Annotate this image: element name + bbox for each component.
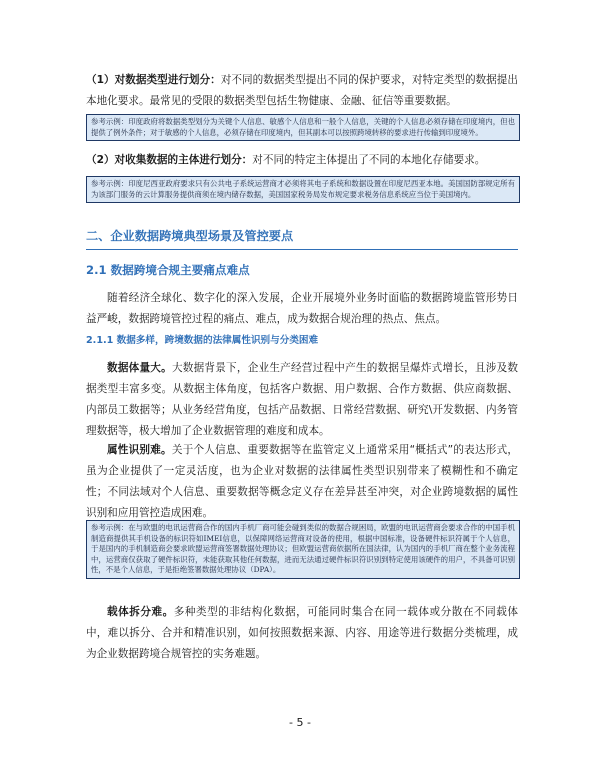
paragraph-data-volume bbox=[86, 358, 518, 442]
page-number: - 5 - bbox=[289, 716, 311, 729]
subsubsection-heading: 2.1.1 数据多样，跨境数据的法律属性识别与分类困难 bbox=[86, 335, 319, 346]
paragraph-lead: （1）对数据类型进行划分： bbox=[86, 74, 221, 86]
paragraph-text: 大数据背景下，企业生产经营过程中产生的数据呈爆炸式增长，且涉及数据类型丰富多变。从数据主体角度，包括客户数据、用户数据、合作方数据、供应商数据、内部员工数据等；从业务经营角度，包括产品数据、日常经营数据、研究\开发数据、内务管理数据等，极大增加了企业数据管理的难度和成本。 bbox=[86, 362, 519, 437]
reference-example-text: 参考示例：印度政府将数据类型划分为关键个人信息、敏感个人信息和一般个人信息，关键的个人信息必须存储在印度境内，但也提供了例外条件；对于敏感的个人信息，必须存储在印度境内，但其副本可以按照跨境转移的要求进行传输到印度境外。 bbox=[91, 117, 515, 137]
paragraph-text: 对不同的特定主体提出了不同的本地化存储要求。 bbox=[252, 154, 486, 166]
paragraph-carrier-split bbox=[86, 602, 518, 665]
reference-example-box-indonesia bbox=[86, 176, 520, 203]
paragraph-text: 多种类型的非结构化数据，可能同时集合在同一载体或分散在不同载体中，难以拆分、合并和精准识别，如何按照数据来源、内容、用途等进行数据分类梳理，成为企业数据跨境合规管控的实务难题。 bbox=[86, 606, 518, 660]
paragraph-subject-division bbox=[86, 150, 518, 171]
paragraph-text: 关于个人信息、重要数据等在监管定义上通常采用“概括式”的表达形式，虽为企业提供了一定灵活度，也为企业对数据的法律属性类型识别带来了模糊性和不确定性；不同法域对个人信息、重要数据等概念定义存在差异甚至冲突，对企业跨境数据的属性识别和应用管控造成困难。 bbox=[86, 444, 519, 519]
paragraph-intro: 随着经济全球化、数字化的深入发展，企业开展境外业务时面临的数据跨境监管形势日益严峻，数据跨境管控过程的痛点、难点，成为数据合规治理的热点、焦点。 bbox=[86, 292, 518, 325]
subsection-heading: 2.1 数据跨境合规主要痛点难点 bbox=[86, 263, 250, 277]
reference-example-box-eu-telecom bbox=[86, 520, 520, 579]
paragraph-text: 对不同的数据类型提出不同的保护要求，对特定类型的数据提出本地化要求。最常见的受限的数据类型包括生物健康、金融、征信等重要数据。 bbox=[86, 74, 518, 107]
reference-example-text: 参考示例：在与欧盟的电讯运营商合作的国内手机厂商可能会碰到类似的数据合规困局，欧盟的电讯运营商会要求合作的中国手机制造商提供其手机设备的标识符如IMEI信息，以保障网络运营商对设备的使用，根据中国标准，设备硬件标识符属于个人信息，于是国内的手机制造商会要求欧盟运营商签署数据处理协议；但欧盟运营商依据所在国法律，认为国内的手机厂商在整个业务流程中，运营商仅获取了硬件标识符，未能获取其他任何数据，进而无法通过硬件标识符识别到特定使用该硬件的用户，不具备可识别性，不是个人信息，于是拒绝签署数据处理协议（DPA）。 bbox=[91, 523, 515, 575]
reference-example-box-india bbox=[86, 114, 520, 141]
paragraph-lead: 载体拆分难。 bbox=[107, 606, 174, 618]
reference-example-text: 参考示例：印度尼西亚政府要求只有公共电子系统运营商才必须将其电子系统和数据设置在印度尼西亚本地。美国国防部规定所有为该部门服务的云计算服务提供商须在境内储存数据，美国国家税务局发布规定要求税务信息系统应当位于美国境内。 bbox=[91, 179, 515, 199]
paragraph-lead: 数据体量大。 bbox=[107, 362, 172, 374]
section-heading: 二、企业数据跨境典型场景及管控要点 bbox=[86, 227, 518, 250]
paragraph-data-type-division bbox=[86, 70, 518, 112]
paragraph-lead: （2）对收集数据的主体进行划分： bbox=[86, 154, 253, 166]
paragraph-lead: 属性识别难。 bbox=[107, 444, 172, 456]
paragraph-attribute-identification bbox=[86, 440, 518, 524]
